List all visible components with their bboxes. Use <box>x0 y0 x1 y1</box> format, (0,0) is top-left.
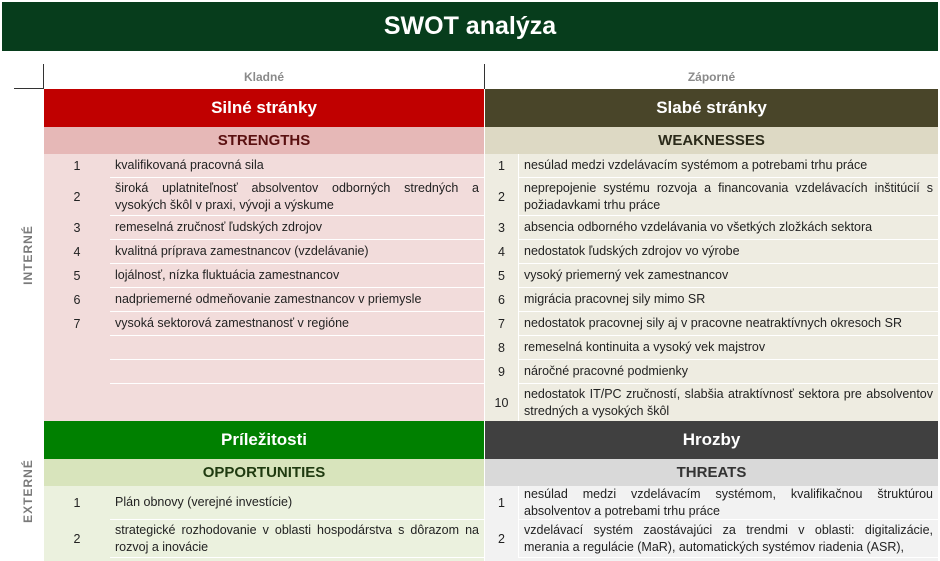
threats-item-number: 2 <box>485 520 519 558</box>
strengths-subheading: STRENGTHS <box>44 127 484 154</box>
weaknesses-item-number: 9 <box>485 360 519 384</box>
threats-item <box>485 486 938 520</box>
weaknesses-item-text: migrácia pracovnej sily mimo SR <box>524 292 706 306</box>
weaknesses-item-text-cell <box>519 288 938 312</box>
strengths-empty-cell <box>110 336 484 360</box>
opportunities-item-number: 1 <box>73 495 81 510</box>
strengths-item-number: 6 <box>73 292 81 307</box>
weaknesses-quadrant <box>485 89 938 421</box>
weaknesses-item-number: 3 <box>485 216 519 240</box>
strengths-item-text-cell <box>110 154 484 178</box>
strengths-item <box>44 240 484 264</box>
strengths-item <box>44 264 484 288</box>
weaknesses-item-text-cell <box>519 178 938 216</box>
strengths-item-text: remeselná zručnosť ľudských zdrojov <box>115 220 323 234</box>
opportunities-item-text: Plán obnovy (verejné investície) <box>115 495 293 509</box>
weaknesses-item-number: 7 <box>485 312 519 336</box>
weaknesses-item-text-cell <box>519 312 938 336</box>
weaknesses-item-number: 1 <box>485 154 519 178</box>
strengths-item-text: lojálnosť, nízka fluktuácia zamestnancov <box>115 268 340 282</box>
strengths-item-number: 3 <box>73 220 81 235</box>
weaknesses-item <box>485 360 938 384</box>
strengths-item <box>44 288 484 312</box>
strengths-empty-row <box>44 384 484 422</box>
strengths-item-text: kvalitná príprava zamestnancov (vzdelávanie) <box>115 244 369 258</box>
weaknesses-item <box>485 154 938 178</box>
threats-item-text-cell <box>519 520 938 558</box>
weaknesses-item-text: náročné pracovné podmienky <box>524 364 688 378</box>
strengths-item-text-cell <box>110 264 484 288</box>
row-label-external-text: EXTERNÉ <box>21 459 35 523</box>
strengths-empty-number <box>44 336 110 360</box>
weaknesses-item-number: 2 <box>485 178 519 216</box>
weaknesses-item-number: 6 <box>485 288 519 312</box>
column-header-negative: Záporné <box>687 69 736 84</box>
weaknesses-item-text: nesúlad medzi vzdelávacím systémom a potrebami trhu práce <box>524 158 868 172</box>
strengths-empty-cell <box>110 384 484 422</box>
opportunities-item <box>44 520 484 558</box>
weaknesses-item <box>485 178 938 216</box>
threats-item <box>485 520 938 558</box>
opportunities-item-text-cell <box>110 520 484 558</box>
opportunities-heading: Príležitosti <box>44 421 484 459</box>
strengths-item <box>44 154 484 178</box>
weaknesses-item-number: 4 <box>485 240 519 264</box>
weaknesses-list <box>485 154 938 422</box>
strengths-item-text: nadpriemerné odmeňovanie zamestnancov v priemysle <box>115 292 422 306</box>
strengths-empty-cell <box>110 360 484 384</box>
threats-quadrant <box>485 421 938 561</box>
strengths-list <box>44 154 484 422</box>
strengths-empty-number <box>44 360 110 384</box>
row-label-external <box>14 421 42 561</box>
threats-item-text: nesúlad medzi vzdelávacím systémom, kvalifikačnou štruktúrou absolventov a potrebami trhu práce <box>524 486 933 518</box>
strengths-heading: Silné stránky <box>44 89 484 127</box>
strengths-item-number: 2 <box>73 189 81 204</box>
strengths-item-text: vysoká sektorová zamestnanosť v regióne <box>115 316 349 330</box>
weaknesses-item-text: remeselná kontinuita a vysoký vek majstrov <box>524 340 766 354</box>
strengths-item-number: 5 <box>73 268 81 283</box>
threats-item-text: vzdelávací systém zaostávajúci za trendmi v oblasti: digitalizácie, merania a regulácie (MaR), automatických systémov riadenia (ASR), <box>524 522 933 554</box>
strengths-item-text-cell <box>110 288 484 312</box>
strengths-item-text: široká uplatniteľnosť absolventov odborných stredných a vysokých škôl v praxi, vývoji a výskume <box>115 180 479 212</box>
weaknesses-item-number: 10 <box>485 384 519 422</box>
weaknesses-item-text: absencia odborného vzdelávania vo všetkých zložkách sektora <box>524 220 873 234</box>
page-title: SWOT analýza <box>2 2 938 51</box>
opportunities-item-number: 2 <box>73 531 81 546</box>
opportunities-item-text: strategické rozhodovanie v oblasti hospodárstva s dôrazom na rozvoj a inovácie <box>115 522 479 554</box>
row-label-internal-text: INTERNÉ <box>21 225 36 285</box>
weaknesses-item-text: neprepojenie systému rozvoja a financovania vzdelávacích inštitúcií s požiadavkami trhu práce <box>524 180 933 212</box>
grid-line <box>43 64 44 89</box>
strengths-item-text-cell <box>110 178 484 216</box>
weaknesses-item-number: 8 <box>485 336 519 360</box>
strengths-empty-row <box>44 336 484 360</box>
threats-subheading: THREATS <box>485 459 938 486</box>
weaknesses-item-text: nedostatok ľudských zdrojov vo výrobe <box>524 244 740 258</box>
weaknesses-item-number: 5 <box>485 264 519 288</box>
threats-heading: Hrozby <box>485 421 938 459</box>
row-label-internal <box>14 89 42 421</box>
strengths-item <box>44 216 484 240</box>
strengths-item <box>44 178 484 216</box>
opportunities-item <box>44 486 484 520</box>
weaknesses-item <box>485 312 938 336</box>
column-header-positive: Kladné <box>243 69 284 84</box>
grid-line <box>484 64 485 89</box>
threats-list <box>485 486 938 558</box>
weaknesses-item-text-cell <box>519 384 938 422</box>
weaknesses-item <box>485 288 938 312</box>
strengths-item-text-cell <box>110 216 484 240</box>
weaknesses-item-text-cell <box>519 336 938 360</box>
strengths-quadrant <box>44 89 484 421</box>
weaknesses-item-text: nedostatok IT/PC zručností, slabšia atraktívnosť sektora pre absolventov stredných a vysokých škôl <box>524 386 933 418</box>
threats-item-text-cell <box>519 486 938 520</box>
opportunities-subheading: OPPORTUNITIES <box>44 459 484 486</box>
strengths-item-number: 1 <box>73 158 81 173</box>
opportunities-quadrant <box>44 421 484 561</box>
weaknesses-item-text-cell <box>519 360 938 384</box>
weaknesses-item <box>485 336 938 360</box>
threats-item-number: 1 <box>485 486 519 520</box>
opportunities-item-text-cell <box>110 486 484 520</box>
weaknesses-item-text-cell <box>519 264 938 288</box>
strengths-item-text: kvalifikovaná pracovná sila <box>115 158 264 172</box>
weaknesses-item-text: nedostatok pracovnej sily aj v pracovne neatraktívnych okresoch SR <box>524 316 902 330</box>
strengths-item-text-cell <box>110 240 484 264</box>
weaknesses-item <box>485 264 938 288</box>
weaknesses-heading: Slabé stránky <box>485 89 938 127</box>
weaknesses-item-text-cell <box>519 216 938 240</box>
strengths-item-text-cell <box>110 312 484 336</box>
weaknesses-item-text-cell <box>519 154 938 178</box>
opportunities-list <box>44 486 484 558</box>
weaknesses-item <box>485 384 938 422</box>
strengths-empty-number <box>44 384 110 422</box>
weaknesses-item-text-cell <box>519 240 938 264</box>
strengths-item-number: 4 <box>73 244 81 259</box>
strengths-item-number: 7 <box>73 316 81 331</box>
strengths-empty-row <box>44 360 484 384</box>
weaknesses-item <box>485 240 938 264</box>
strengths-item <box>44 312 484 336</box>
weaknesses-item-text: vysoký priemerný vek zamestnancov <box>524 268 729 282</box>
weaknesses-subheading: WEAKNESSES <box>485 127 938 154</box>
weaknesses-item <box>485 216 938 240</box>
